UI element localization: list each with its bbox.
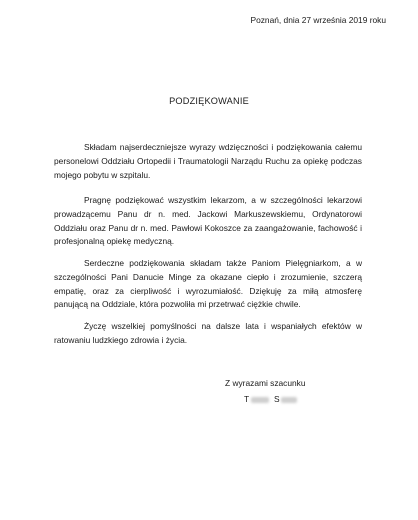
redaction-blur-last [281, 397, 297, 403]
paragraph-2 [54, 194, 362, 249]
paragraph-1 [54, 141, 362, 182]
paragraph-1-text: Składam najserdeczniejsze wyrazy wdzięczności i podziękowania całemu personelowi Oddziału Ortopedii i Traumatologii Narządu Ruchu za opiekę podczas mojego pobytu w szpitalu. [54, 142, 362, 180]
signature-initial-last: S [274, 394, 280, 404]
paragraph-3 [54, 257, 362, 312]
letter-title: PODZIĘKOWANIE [169, 96, 249, 106]
paragraph-3-text: Serdeczne podziękowania składam także Paniom Pielęgniarkom, a w szczególności Pani Danucie Minge za okazane ciepło i zrozumienie, szczerą empatię, oraz za cierpliwość i wyrozumiałość. Dziękuję za miłą atmosferę panującą na Oddziale, która pozwoliła mi przetrwać ciężkie chwile. [54, 258, 362, 310]
paragraph-4-text: Życzę wszelkiej pomyślności na dalsze lata i wspaniałych efektów w ratowaniu ludzkiego zdrowia i życia. [54, 321, 362, 345]
redacted-signature [244, 394, 306, 405]
redaction-blur-first [251, 397, 269, 403]
letter-dateline: Poznań, dnia 27 września 2019 roku [250, 15, 386, 25]
signature-initial-first: T [244, 394, 250, 404]
paragraph-2-text: Pragnę podziękować wszystkim lekarzom, a w szczególności lekarzowi prowadzącemu Panu dr n. med. Jackowi Markuszewskiemu, Ordynatorowi Oddziału oraz Panu dr n. med. Pawłowi Kokoszce za zaangażowanie, fachowość i profesjonalną opiekę medyczną. [54, 195, 362, 247]
paragraph-4 [54, 320, 362, 348]
letter-closing: Z wyrazami szacunku [225, 378, 306, 388]
